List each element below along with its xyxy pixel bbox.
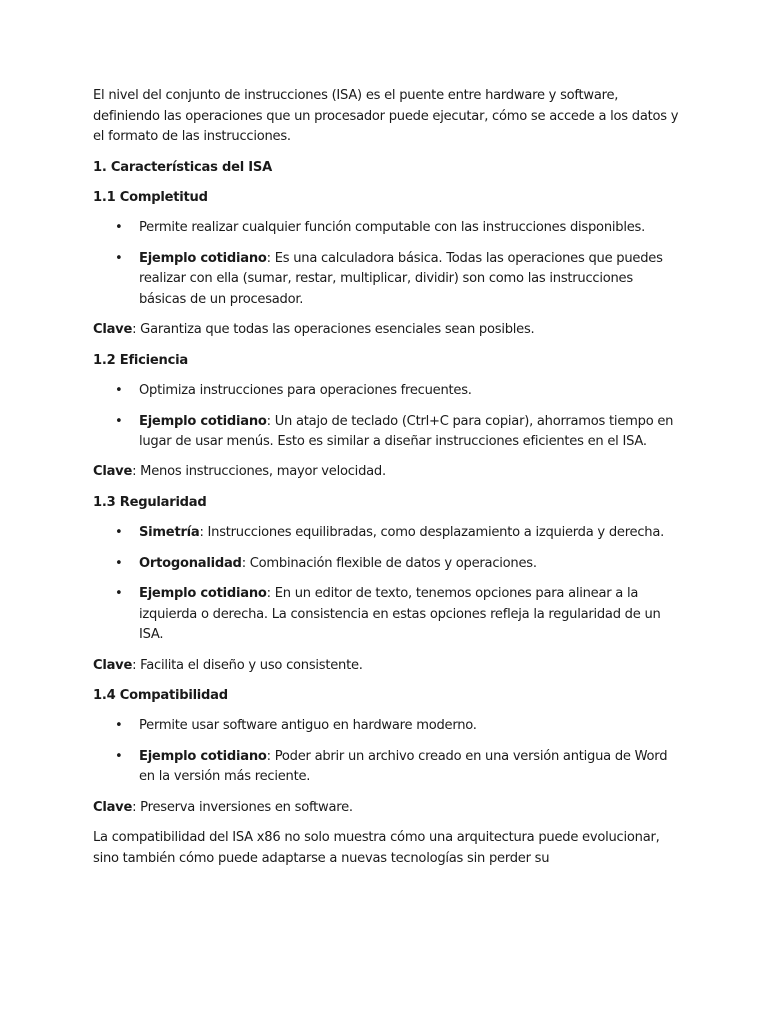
list-item-text: Permite usar software antiguo en hardware moderno. [139, 718, 477, 734]
intro-paragraph: El nivel del conjunto de instrucciones (ISA) es el puente entre hardware y software, definiendo las operaciones que un procesador puede ejecutar, cómo se accede a los datos y el formato de las instrucciones. [93, 88, 679, 145]
clave-label: Clave [93, 322, 133, 338]
clave-text: : Garantiza que todas las operaciones esenciales sean posibles. [132, 322, 535, 338]
clave-completitud [93, 320, 683, 341]
list-item [93, 716, 683, 737]
section-heading: 1. Características del ISA [93, 159, 272, 175]
clave-compatibilidad [93, 798, 683, 819]
clave-label: Clave [93, 464, 133, 480]
bullet-icon: • [115, 718, 123, 734]
list-item-label: Ejemplo cotidiano [139, 748, 267, 764]
list-item-text: : Un atajo de teclado (Ctrl+C para copiar), ahorramos tiempo en lugar de usar menús. Esto es similar a diseñar instrucciones eficientes en el ISA. [139, 413, 674, 450]
bullet-list-compatibilidad [93, 716, 683, 788]
list-item [93, 747, 683, 788]
clave-regularidad [93, 656, 683, 677]
list-item [93, 218, 683, 239]
list-item-label: Ejemplo cotidiano [139, 586, 267, 602]
list-item [93, 381, 683, 402]
list-item-text: : Instrucciones equilibradas, como desplazamiento a izquierda y derecha. [199, 525, 665, 541]
clave-text: : Preserva inversiones en software. [132, 799, 353, 815]
list-item [93, 412, 683, 453]
bullet-list-completitud [93, 218, 683, 310]
subsection-heading-completitud: 1.1 Completitud [93, 189, 208, 205]
list-item-text: Optimiza instrucciones para operaciones frecuentes. [139, 383, 472, 399]
clave-text: : Menos instrucciones, mayor velocidad. [132, 464, 386, 480]
list-item-label: Simetría [139, 525, 200, 541]
bullet-icon: • [115, 525, 123, 541]
list-item-label: Ejemplo cotidiano [139, 413, 267, 429]
bullet-icon: • [115, 748, 123, 764]
clave-text: : Facilita el diseño y uso consistente. [132, 657, 363, 673]
list-item [93, 584, 683, 646]
list-item-text: : En un editor de texto, tenemos opciones para alinear a la izquierda o derecha. La consistencia en estas opciones refleja la regularidad de un ISA. [139, 586, 661, 643]
bullet-icon: • [115, 250, 123, 266]
bullet-list-eficiencia [93, 381, 683, 453]
subsection-heading-eficiencia: 1.2 Eficiencia [93, 352, 188, 368]
bullet-icon: • [115, 220, 123, 236]
list-item-text: : Combinación flexible de datos y operaciones. [241, 555, 537, 571]
list-item-text: Permite realizar cualquier función computable con las instrucciones disponibles. [139, 220, 645, 236]
list-item [93, 523, 683, 544]
list-item [93, 554, 683, 575]
list-item-text: : Es una calculadora básica. Todas las operaciones que puedes realizar con ella (sumar, restar, multiplicar, dividir) son como las instrucciones básicas de un procesador. [139, 250, 663, 307]
subsection-heading-regularidad: 1.3 Regularidad [93, 494, 207, 510]
list-item-text: : Poder abrir un archivo creado en una versión antigua de Word en la versión más reciente. [139, 748, 668, 785]
bullet-icon: • [115, 586, 123, 602]
bullet-icon: • [115, 383, 123, 399]
clave-label: Clave [93, 657, 133, 673]
clave-eficiencia [93, 462, 683, 483]
document-page [93, 86, 683, 879]
clave-label: Clave [93, 799, 133, 815]
list-item-label: Ejemplo cotidiano [139, 250, 267, 266]
list-item-label: Ortogonalidad [139, 555, 242, 571]
bullet-icon: • [115, 555, 123, 571]
bullet-icon: • [115, 413, 123, 429]
subsection-heading-compatibilidad: 1.4 Compatibilidad [93, 688, 228, 704]
bullet-list-regularidad [93, 523, 683, 646]
list-item [93, 249, 683, 311]
closing-paragraph: La compatibilidad del ISA x86 no solo muestra cómo una arquitectura puede evolucionar, sino también cómo puede adaptarse a nuevas tecnologías sin perder su [93, 830, 660, 866]
